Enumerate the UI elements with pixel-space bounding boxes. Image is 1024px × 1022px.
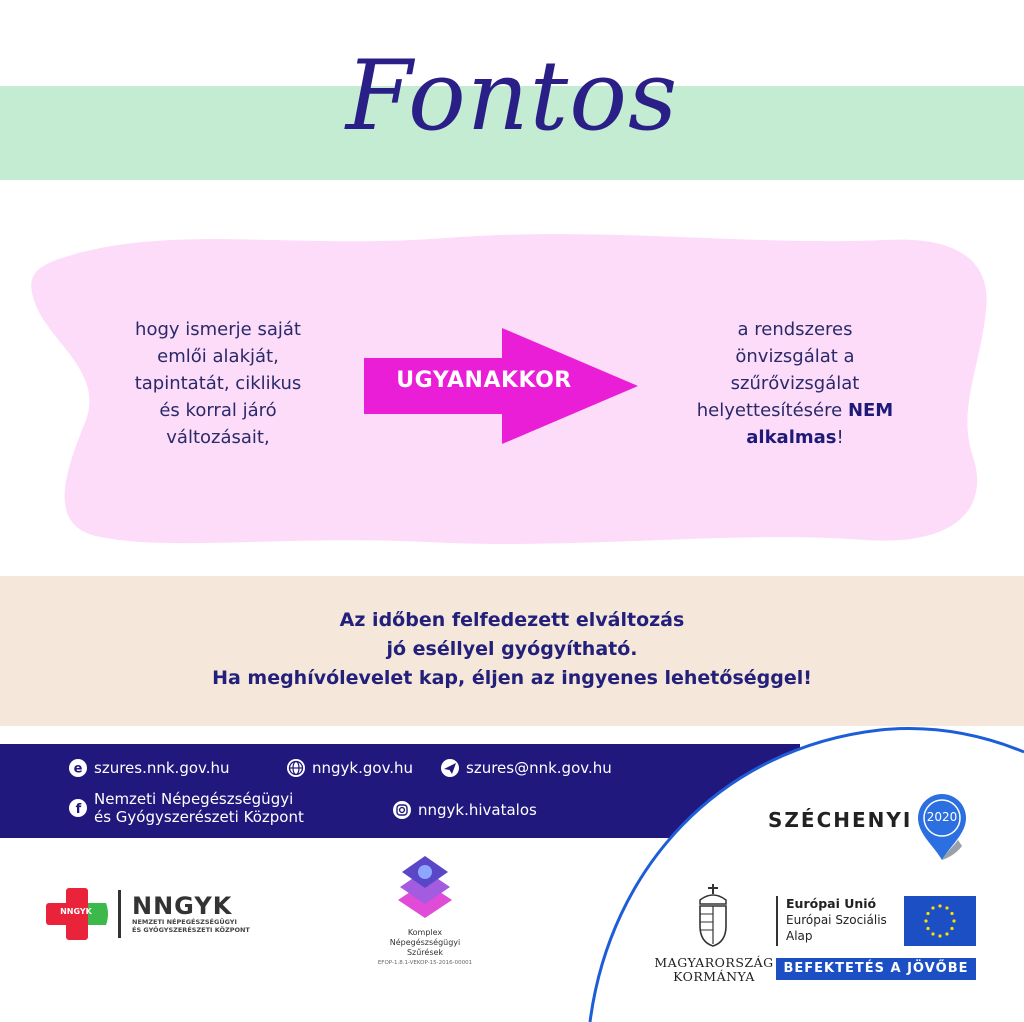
svg-text:f: f [75,802,82,817]
eu-line: Európai Unió [786,896,877,911]
left-text [118,316,318,451]
right-line-prefix: helyettesítésére [696,400,848,421]
right-line [680,424,910,451]
message-line: jó eséllyel gyógyítható. [386,638,638,660]
right-line [680,397,910,424]
left-line: emlői alakját, [157,346,279,367]
left-line: tapintatát, ciklikus [134,373,302,394]
contact-instagram-text: nngyk.hivatalos [418,801,537,819]
left-line: hogy ismerje saját [135,319,301,340]
komplex-line: Népegészségügyi [389,938,461,947]
szechenyi-text: SZÉCHENYI [768,808,913,832]
instagram-icon [392,800,412,820]
nem-bold: NEM [847,400,894,421]
eu-line: Európai Szociális [786,913,887,927]
globe-e-icon [68,758,88,778]
email-icon [440,758,460,778]
map-pin-icon [914,792,970,862]
mk-line: MAGYARORSZÁG [654,955,774,970]
message [0,606,1024,693]
eu-flag-icon [904,896,976,946]
komplex-line: Komplex [407,928,443,937]
right-text [680,316,910,451]
left-line: és korral járó [159,400,277,421]
eu-line: Alap [786,929,813,943]
page-title: Fontos [345,40,679,152]
facebook-icon [68,798,88,818]
contact-web1-text: szures.nnk.gov.hu [94,759,230,777]
coat-of-arms-icon [694,884,732,948]
komplex-line: Szűrések [406,948,444,957]
message-line: Az időben felfedezett elváltozás [339,609,685,631]
right-line: önvizsgálat a [735,346,855,367]
arrow-label: UGYANAKKOR [396,368,572,393]
globe-icon [286,758,306,778]
komplex-text [350,928,500,968]
left-line: változásait, [166,427,270,448]
nngyk-sub-line: NEMZETI NÉPEGÉSZSÉGÜGYI [132,918,237,926]
eu-text [786,896,887,944]
nngyk-logo-mark [46,888,110,940]
contact-web2-text: nngyk.gov.hu [312,759,414,777]
nngyk-divider [118,890,121,938]
facebook-line: és Gyógyszerészeti Központ [94,808,304,826]
right-line-suffix: ! [836,427,844,448]
contact-facebook-text [94,790,304,826]
message-line: Ha meghívólevelet kap, éljen az ingyenes lehetőséggel! [212,667,812,689]
contact-web1[interactable] [68,758,230,778]
szechenyi-year: 2020 [926,810,958,824]
right-line: a rendszeres [737,319,853,340]
nngyk-word: NNGYK [132,892,233,920]
komplex-logo-icon [396,852,454,926]
mk-text [652,956,776,984]
contact-email-text: szures@nnk.gov.hu [466,759,612,777]
nngyk-sub-line: ÉS GYÓGYSZERÉSZETI KÖZPONT [132,926,250,934]
right-line: szűrővizsgálat [730,373,860,394]
nngyk-badge-text: NNGYK [60,907,92,916]
facebook-line: Nemzeti Népegészségügyi [94,790,294,808]
befektetes-banner: BEFEKTETÉS A JÖVŐBE [776,958,976,980]
komplex-code: EFOP-1.8.1-VEKOP-15-2016-00001 [377,960,473,966]
eu-divider [776,896,778,946]
alkalmas-bold: alkalmas [746,427,837,448]
mk-line: KORMÁNYA [673,969,755,984]
nngyk-sub [132,918,250,934]
contact-facebook[interactable] [68,790,304,826]
contact-instagram[interactable] [392,800,537,820]
contact-web2[interactable] [286,758,413,778]
svg-text:e: e [73,761,83,777]
